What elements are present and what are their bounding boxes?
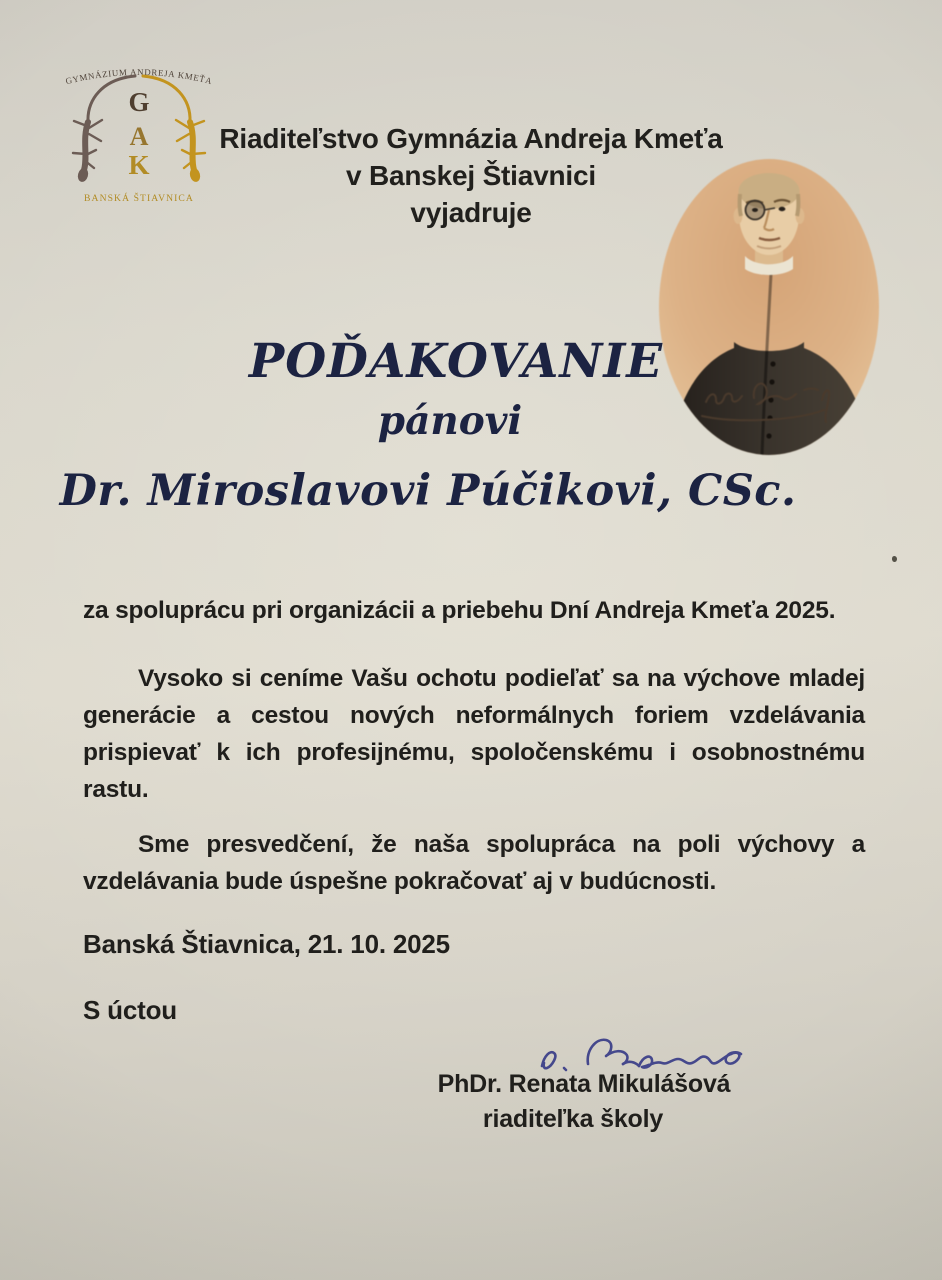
left-eye xyxy=(752,208,758,212)
body-paragraph-1: Vysoko si ceníme Vašu ochotu podieľať sa na výchove mladej generácie a cestou nových neformálnych foriem vzdelávania prispievať k ich profesijnému, spoločenskému i osobnostnému rastu. xyxy=(83,665,865,803)
recipient-name: Dr. Miroslavovi Púčikovi, CSc. xyxy=(59,466,797,516)
letterhead-line2: v Banskej Štiavnici xyxy=(346,160,596,191)
closing-phrase: S úctou xyxy=(83,995,177,1025)
letterhead-line3: vyjadruje xyxy=(410,197,532,228)
logo-arc-text: GYMNÁZIUM ANDREJA KMEŤA xyxy=(64,66,214,87)
logo-letter-k: K xyxy=(128,150,150,180)
right-eye xyxy=(779,207,786,211)
logo-letter-a: A xyxy=(129,122,149,151)
body-paragraph-2: Sme presvedčení, že naša spolupráca na poli výchovy a vzdelávania bude úspešne pokračovať aj v budúcnosti. xyxy=(83,831,865,895)
paper-speck xyxy=(892,556,897,562)
signer-name: PhDr. Renata Mikulášová xyxy=(437,1070,731,1098)
signer-role: riaditeľka školy xyxy=(482,1105,664,1133)
logo-city-text: BANSKÁ ŠTIAVNICA xyxy=(84,193,194,204)
salutation: pánovi xyxy=(377,398,523,444)
place-and-date: Banská Štiavnica, 21. 10. 2025 xyxy=(83,929,450,959)
logo-letter-g: G xyxy=(128,87,150,117)
intro-line: za spoluprácu pri organizácii a priebehu Dní Andreja Kmeťa 2025. xyxy=(83,597,836,624)
document-title: POĎAKOVANIE xyxy=(248,334,664,389)
letterhead-line1: Riaditeľstvo Gymnázia Andreja Kmeťa xyxy=(219,123,723,154)
